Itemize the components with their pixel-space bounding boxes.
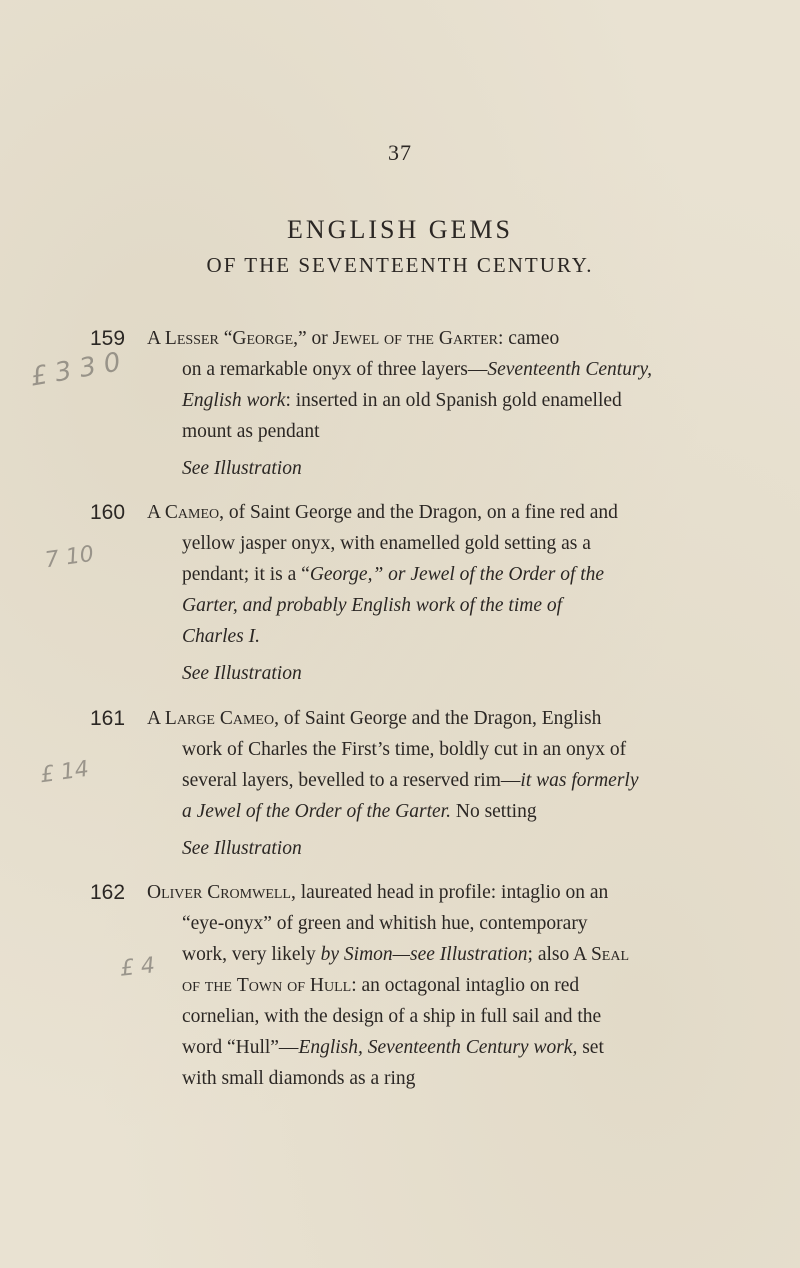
see-illustration: See Illustration (182, 458, 302, 479)
lot-text-line: A Lesser “George,” or Jewel of the Garter: cameo (147, 328, 560, 349)
pencil-annotation: £ 4 (118, 953, 157, 982)
pencil-annotation: 7 10 (43, 541, 96, 574)
lot-text-line: with small diamonds as a ring (182, 1068, 416, 1089)
lot-text-line: English work: inserted in an old Spanish gold enamelled (182, 390, 622, 411)
pencil-annotation: £ 14 (38, 756, 91, 789)
lot-number: 161 (90, 707, 126, 730)
lot-text-line: A Cameo, of Saint George and the Dragon, on a fine red and (147, 502, 618, 523)
lot-number: 160 (90, 501, 126, 524)
lot-161 (90, 703, 743, 864)
lot-text-line: work of Charles the First’s time, boldly cut in an onyx of (182, 739, 627, 760)
lot-text-line: “eye-onyx” of green and whitish hue, contemporary (182, 913, 588, 934)
page-number: 37 (388, 140, 412, 165)
lot-text-line: Garter, and probably English work of the time of (182, 595, 563, 616)
lot-text-line: mount as pendant (182, 421, 320, 442)
pencil-annotation: £ 3 3 0 (28, 347, 123, 393)
see-illustration: See Illustration (182, 838, 302, 859)
lot-text-line: Charles I. (182, 626, 260, 647)
lot-text-line: word “Hull”—English, Seventeenth Century work, set (182, 1037, 604, 1058)
lot-text-line: Oliver Cromwell, laureated head in profile: intaglio on an (147, 882, 609, 903)
lot-text-line: work, very likely by Simon—see Illustration; also A Seal (182, 944, 630, 965)
lot-162 (90, 877, 743, 1094)
lot-text-line: A Large Cameo, of Saint George and the Dragon, English (147, 708, 602, 729)
lot-text-line: a Jewel of the Order of the Garter. No setting (182, 801, 537, 822)
lot-text-line: yellow jasper onyx, with enamelled gold setting as a (182, 533, 591, 554)
lot-number: 159 (90, 327, 126, 350)
lot-159 (90, 323, 743, 484)
page-title: ENGLISH GEMS (287, 215, 513, 244)
lot-number: 162 (90, 881, 126, 904)
lot-text-line: cornelian, with the design of a ship in full sail and the (182, 1006, 602, 1027)
lot-text-line: of the Town of Hull: an octagonal intaglio on red (182, 975, 580, 996)
lot-text-line: on a remarkable onyx of three layers—Seventeenth Century, (182, 359, 652, 380)
lot-text-line: several layers, bevelled to a reserved rim—it was formerly (182, 770, 639, 791)
lot-text-line: pendant; it is a “George,” or Jewel of the Order of the (182, 564, 605, 585)
page-subtitle: OF THE SEVENTEENTH CENTURY. (206, 253, 594, 277)
lot-160 (90, 497, 743, 689)
see-illustration: See Illustration (182, 663, 302, 684)
